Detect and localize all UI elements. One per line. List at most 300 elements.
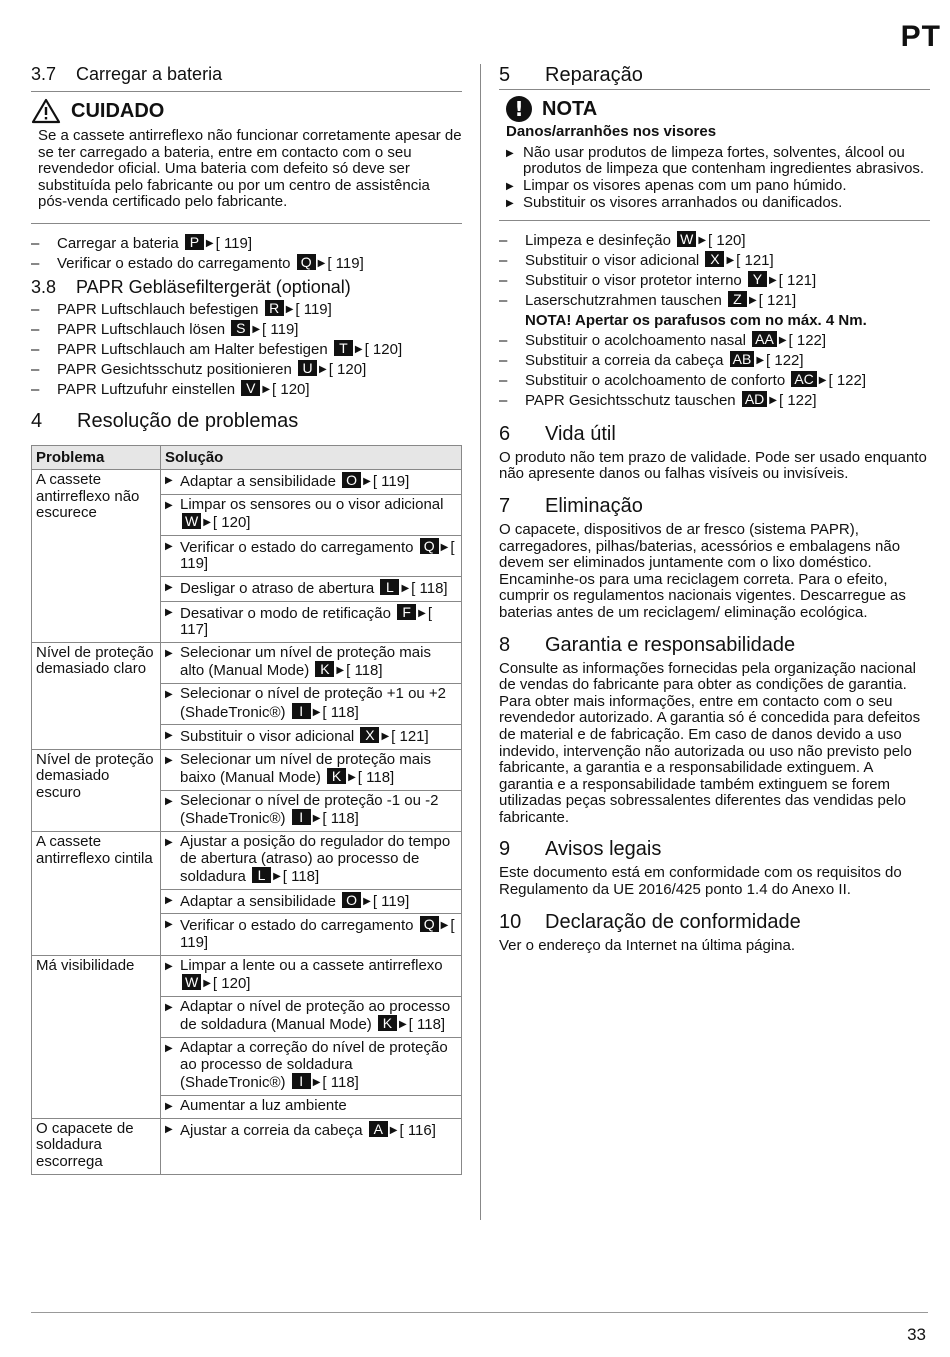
page-reference: [ 118]: [408, 1016, 446, 1034]
list-item-text: PAPR Luftzufuhr einstellen: [57, 380, 236, 398]
solution-cell: [161, 601, 462, 642]
page-number: 33: [907, 1325, 926, 1344]
solution-body: [180, 892, 409, 911]
list-item-body: [525, 391, 817, 411]
figure-reference-badge: AA: [752, 331, 777, 347]
note-item-text: Limpar os visores apenas com um pano húmido.: [523, 176, 847, 194]
page-reference: [ 118]: [346, 662, 383, 680]
list-item-text: PAPR Luftschlauch lösen: [57, 320, 226, 338]
problem-cell: A cassete antirreflexo cintila: [32, 832, 161, 956]
list-item-text: PAPR Gesichtsschutz positionieren: [57, 360, 292, 378]
figure-reference-badge: X: [705, 251, 724, 267]
triangle-bullet-icon: ▶: [506, 197, 514, 209]
page-reference: [ 118]: [322, 1074, 359, 1092]
figure-reference-badge: L: [252, 867, 271, 883]
triangle-bullet-icon: ▶: [165, 837, 173, 849]
language-code: PT: [900, 20, 941, 53]
figure-reference-badge: Q: [297, 254, 316, 270]
solution-cell: [161, 642, 462, 683]
section-number: 9: [499, 838, 511, 861]
page-reference: [ 120]: [212, 514, 251, 532]
list-item-text: Limpeza e desinfeção: [525, 231, 671, 249]
page-reference: [ 118]: [322, 810, 359, 828]
list-item: [31, 320, 462, 340]
figure-reference-badge: W: [677, 231, 696, 247]
dash-bullet: –: [31, 254, 40, 272]
triangle-bullet-icon: ▶: [165, 688, 173, 700]
warning-triangle-icon: [31, 98, 61, 124]
arrow-right-icon: ▶: [769, 394, 777, 406]
solution-item: [165, 958, 457, 993]
figure-reference-badge: AC: [791, 371, 816, 387]
arrow-right-icon: ▶: [317, 257, 326, 269]
page-reference: [ 118]: [411, 579, 448, 597]
list-item-body: [57, 300, 332, 320]
table-row: [32, 832, 462, 890]
solution-text: Limpar os sensores ou o visor adicional: [180, 495, 444, 513]
figure-reference-badge: I: [292, 809, 311, 825]
solution-text: Verificar o estado do carregamento: [180, 917, 414, 935]
figure-reference-badge: I: [292, 1073, 311, 1089]
section-heading-3-8: [31, 277, 462, 298]
solution-item: [165, 1121, 457, 1140]
dash-bullet: –: [499, 391, 508, 409]
page-reference: [ 118]: [322, 703, 359, 721]
triangle-bullet-icon: ▶: [165, 1100, 173, 1112]
solution-cell: [161, 1038, 462, 1096]
solution-text: Adaptar o nível de proteção ao processo de soldadura (Manual Mode): [180, 997, 451, 1034]
arrow-right-icon: ▶: [203, 978, 211, 990]
figure-reference-badge: AB: [730, 351, 755, 367]
table-row: [32, 469, 462, 494]
triangle-bullet-icon: ▶: [506, 180, 514, 192]
solution-cell: [161, 832, 462, 890]
triangle-bullet-icon: ▶: [165, 540, 173, 552]
triangle-bullet-icon: ▶: [165, 606, 173, 618]
solution-cell: [161, 914, 462, 955]
arrow-right-icon: ▶: [273, 871, 281, 883]
dash-bullet: –: [499, 251, 508, 269]
section-number: 10: [499, 910, 522, 933]
dash-bullet: –: [31, 320, 40, 338]
page-reference: [ 122]: [788, 331, 827, 349]
page-reference: [ 117]: [180, 604, 432, 639]
solution-body: [180, 472, 409, 491]
section-heading-5: [499, 64, 930, 87]
list-item-text: Verificar o estado do carregamento: [57, 254, 291, 272]
solution-text: Ajustar a correia da cabeça: [180, 1121, 363, 1139]
figure-reference-badge: A: [369, 1121, 388, 1137]
list-item-body: [57, 340, 402, 360]
figure-reference-badge: W: [182, 513, 201, 529]
triangle-bullet-icon: ▶: [506, 147, 514, 159]
solution-body: [180, 645, 457, 680]
section-number: 7: [499, 494, 511, 517]
list-item-body: [57, 234, 252, 254]
dash-bullet: –: [31, 380, 40, 398]
solution-body: [180, 727, 429, 746]
page-reference: [ 121]: [736, 251, 774, 269]
page-reference: [ 119]: [215, 234, 253, 252]
section-7-text: O capacete, dispositivos de ar fresco (sistema PAPR), carregadores, pilhas/baterias, acessórios e embalagens não devem ser eliminados juntamente com o lixo doméstico. Encaminhe-os para uma reciclagem correta. Para o efeito, cumprir os regulamentos nacionais vigentes. Descarregue as baterias antes de um reciclagem/ eliminação ecológica.: [499, 520, 906, 621]
section-heading-3-7: [31, 64, 462, 92]
solution-body: [180, 497, 457, 532]
arrow-right-icon: ▶: [401, 582, 410, 594]
section-title: Resolução de problemas: [77, 409, 299, 432]
right-column: [499, 64, 930, 954]
list-item: [31, 234, 462, 254]
page-reference: [ 116]: [399, 1121, 436, 1139]
arrow-right-icon: ▶: [440, 541, 449, 553]
page-reference: [ 119]: [372, 892, 410, 910]
list-item-text: Substituir o visor protetor interno: [525, 271, 742, 289]
note-list: [506, 145, 930, 212]
section-number: 5: [499, 64, 511, 86]
section-number: 3.8: [31, 276, 57, 297]
list-item-body: [525, 371, 866, 391]
solution-cell: [161, 1095, 462, 1118]
dash-bullet: –: [499, 371, 508, 389]
dash-bullet: –: [31, 340, 40, 358]
problem-cell: Nível de proteção demasiado escuro: [32, 749, 161, 831]
arrow-right-icon: ▶: [440, 920, 449, 932]
note-item: [506, 145, 930, 178]
solution-cell: [161, 996, 462, 1037]
list-item-text: Substituir a correia da cabeça: [525, 351, 724, 369]
figure-reference-badge: AD: [742, 391, 767, 407]
page-reference: [ 119]: [372, 472, 410, 490]
arrow-right-icon: ▶: [262, 383, 271, 395]
note-item-text: Substituir os visores arranhados ou danificados.: [523, 193, 843, 211]
solution-cell: [161, 576, 462, 601]
figure-reference-badge: P: [185, 234, 204, 250]
note-item: [506, 195, 930, 212]
arrow-right-icon: ▶: [778, 334, 787, 346]
page-reference: [ 118]: [357, 769, 395, 787]
solution-cell: [161, 1118, 462, 1174]
solution-text: Adaptar a sensibilidade: [180, 472, 336, 490]
solution-cell: [161, 494, 462, 535]
arrow-right-icon: ▶: [389, 1124, 398, 1136]
arrow-right-icon: ▶: [319, 363, 327, 375]
solution-item: [165, 645, 457, 680]
table-row: [32, 1118, 462, 1174]
figure-reference-badge: W: [182, 974, 201, 990]
triangle-bullet-icon: ▶: [165, 795, 173, 807]
arrow-right-icon: ▶: [818, 374, 827, 386]
list-item-body: [57, 380, 310, 400]
solution-text: Verificar o estado do carregamento: [180, 538, 414, 556]
solution-body: [180, 958, 457, 993]
section-heading-4: [31, 410, 462, 433]
section-number: 6: [499, 422, 511, 445]
arrow-right-icon: ▶: [252, 323, 261, 335]
problem-cell: Má visibilidade: [32, 955, 161, 1118]
solution-item: [165, 604, 457, 639]
solution-body: [180, 1040, 457, 1092]
solution-text: Substituir o visor adicional: [180, 728, 355, 746]
arrow-right-icon: ▶: [756, 354, 765, 366]
list-item: [499, 231, 930, 251]
arrow-right-icon: ▶: [363, 475, 371, 487]
solution-body: [180, 834, 457, 886]
solution-body: [180, 686, 457, 721]
page-reference: [ 121]: [778, 271, 817, 289]
note-subtitle: Danos/arranhões nos visores: [506, 123, 717, 140]
arrow-right-icon: ▶: [205, 237, 214, 249]
solution-text: Selecionar um nível de proteção mais alto (Manual Mode): [180, 643, 431, 680]
figure-reference-badge: L: [380, 579, 399, 595]
solution-text: Selecionar o nível de proteção -1 ou -2 (ShadeTronic®): [180, 791, 439, 828]
figure-reference-badge: U: [298, 360, 317, 376]
figure-reference-badge: Y: [748, 271, 767, 287]
page-reference: [ 121]: [391, 728, 429, 746]
arrow-right-icon: ▶: [748, 294, 757, 306]
caution-text: Se a cassete antirreflexo não funcionar corretamente apesar de se ter carregado a bateria, entre em contacto com o seu revendedor oficial. Uma bateria com defeito só deve ser substituída pelo fabricante ou por um centro de assistência pós-venda certificado pelo fabricante.: [38, 127, 462, 211]
arrow-right-icon: ▶: [398, 1019, 407, 1031]
caution-header: [31, 98, 462, 124]
caution-title: CUIDADO: [71, 99, 165, 122]
page-reference: [ 118]: [282, 868, 320, 886]
figure-reference-badge: Z: [728, 291, 747, 307]
problem-cell: A cassete antirreflexo não escurece: [32, 469, 161, 642]
problem-cell: Nível de proteção demasiado claro: [32, 642, 161, 749]
dash-bullet: –: [31, 360, 40, 378]
arrow-right-icon: ▶: [381, 731, 390, 743]
solution-item: [165, 538, 457, 573]
list-item: [499, 351, 930, 371]
arrow-right-icon: ▶: [336, 665, 345, 677]
table-header-row: [32, 445, 462, 469]
exclamation-icon: !: [506, 96, 532, 122]
triangle-bullet-icon: ▶: [165, 730, 173, 742]
page-reference: [ 122]: [828, 371, 867, 389]
solution-text: Desativar o modo de retificação: [180, 604, 391, 622]
column-header-solution: Solução: [161, 445, 462, 469]
figure-reference-badge: Q: [420, 538, 439, 554]
list-item-text: PAPR Luftschlauch am Halter befestigen: [57, 340, 328, 358]
page-reference: [ 122]: [766, 351, 804, 369]
solution-text: Desligar o atraso de abertura: [180, 579, 375, 597]
triangle-bullet-icon: ▶: [165, 647, 173, 659]
list-item-body: [57, 320, 298, 340]
table-row: [32, 955, 462, 996]
solution-item: [165, 472, 457, 491]
list-item: [31, 360, 462, 380]
section-title: Eliminação: [545, 494, 643, 517]
triangle-bullet-icon: ▶: [165, 894, 173, 906]
section-title: Avisos legais: [545, 838, 662, 861]
figure-reference-badge: T: [334, 340, 353, 356]
section-heading-7: [499, 495, 930, 518]
triangle-bullet-icon: ▶: [165, 581, 173, 593]
arrow-right-icon: ▶: [348, 772, 356, 784]
table-row: [32, 642, 462, 683]
table-row: [32, 749, 462, 790]
repair-steps-list: [499, 231, 930, 411]
figure-reference-badge: I: [292, 703, 311, 719]
list-item-body: [525, 291, 867, 331]
triangle-bullet-icon: ▶: [165, 960, 173, 972]
figure-reference-badge: O: [342, 892, 361, 908]
arrow-right-icon: ▶: [726, 254, 735, 266]
list-item: [31, 300, 462, 320]
charging-steps-list: [31, 234, 462, 274]
solution-body: [180, 579, 448, 598]
page-reference: [ 119]: [295, 300, 332, 318]
section-title: Reparação: [545, 64, 643, 86]
solution-text: Selecionar um nível de proteção mais baixo (Manual Mode): [180, 750, 431, 787]
solution-item: [165, 916, 457, 951]
figure-reference-badge: F: [397, 604, 416, 620]
section-10-text: Ver o endereço da Internet na última página.: [499, 936, 796, 954]
solution-text: Ajustar a posição do regulador do tempo de abertura (atraso) ao processo de soldadura: [180, 833, 451, 886]
solution-body: [180, 1121, 436, 1140]
arrow-right-icon: ▶: [312, 706, 321, 718]
solution-text: Adaptar a sensibilidade: [180, 892, 336, 910]
section-6-text: O produto não tem prazo de validade. Pode ser usado enquanto não apresente danos ou falhas visíveis ou invisíveis.: [499, 448, 927, 483]
solution-body: [180, 793, 457, 828]
page-reference: [ 120]: [212, 975, 251, 993]
troubleshooting-table: [31, 445, 462, 1175]
note-title: NOTA: [542, 97, 598, 120]
list-item-body: [57, 254, 364, 274]
list-item-body: [525, 351, 804, 371]
caution-box: [31, 98, 462, 224]
solution-item: [165, 834, 457, 886]
list-item: [31, 254, 462, 274]
list-item-body: [525, 251, 774, 271]
solution-cell: [161, 469, 462, 494]
figure-reference-badge: X: [360, 727, 379, 743]
section-number: 4: [31, 409, 43, 432]
list-item-text: PAPR Gesichtsschutz tauschen: [525, 391, 736, 409]
solution-body: [180, 999, 457, 1034]
arrow-right-icon: ▶: [285, 303, 294, 315]
list-item-text: PAPR Luftschlauch befestigen: [57, 300, 259, 318]
list-item-note: NOTA! Apertar os parafusos com no máx. 4 Nm.: [525, 311, 867, 329]
section-number: 3.7: [31, 64, 57, 84]
section-heading-6: [499, 423, 930, 446]
triangle-bullet-icon: ▶: [165, 754, 173, 766]
solution-cell: [161, 889, 462, 914]
list-item-body: [525, 271, 816, 291]
triangle-bullet-icon: ▶: [165, 919, 173, 931]
list-item-text: Substituir o visor adicional: [525, 251, 700, 269]
section-title: PAPR Gebläsefiltergerät (optional): [76, 276, 351, 297]
solution-body: [180, 916, 457, 951]
section-title: Vida útil: [545, 422, 616, 445]
dash-bullet: –: [499, 291, 508, 309]
note-item-text: Não usar produtos de limpeza fortes, solventes, álcool ou produtos de limpeza que contenham ingredientes abrasivos.: [523, 143, 925, 178]
list-item: [499, 371, 930, 391]
list-item-text: Substituir o acolchoamento de conforto: [525, 371, 786, 389]
solution-cell: [161, 683, 462, 724]
list-item: [499, 271, 930, 291]
list-item-text: Laserschutzrahmen tauschen: [525, 291, 722, 309]
solution-cell: [161, 725, 462, 750]
dash-bullet: –: [31, 234, 40, 252]
list-item: [31, 340, 462, 360]
arrow-right-icon: ▶: [363, 895, 371, 907]
arrow-right-icon: ▶: [203, 517, 211, 529]
solution-item: [165, 999, 457, 1034]
figure-reference-badge: V: [241, 380, 260, 396]
arrow-right-icon: ▶: [312, 1077, 321, 1089]
solution-text: Limpar a lente ou a cassete antirreflexo: [180, 956, 443, 974]
section-number: 8: [499, 633, 511, 656]
list-item: [31, 380, 462, 400]
dash-bullet: –: [499, 331, 508, 349]
page-reference: [ 119]: [262, 320, 299, 338]
list-item: [499, 291, 930, 331]
dash-bullet: –: [499, 231, 508, 249]
solution-item: [165, 793, 457, 828]
column-divider: [480, 64, 481, 1220]
triangle-bullet-icon: ▶: [165, 499, 173, 511]
arrow-right-icon: ▶: [698, 234, 707, 246]
note-header: [506, 96, 930, 122]
section-title: Declaração de conformidade: [545, 910, 801, 933]
arrow-right-icon: ▶: [354, 343, 363, 355]
triangle-bullet-icon: ▶: [165, 1123, 173, 1135]
figure-reference-badge: K: [327, 768, 346, 784]
list-item-body: [525, 331, 826, 351]
note-item: [506, 178, 930, 195]
solution-item: [165, 686, 457, 721]
page-reference: [ 120]: [708, 231, 746, 249]
page-reference: [ 122]: [778, 391, 817, 409]
solution-body: [180, 604, 457, 639]
solution-item: [165, 892, 457, 911]
list-item: [499, 251, 930, 271]
solution-item: [165, 579, 457, 598]
figure-reference-badge: S: [231, 320, 250, 336]
solution-item: [165, 1098, 457, 1115]
section-heading-10: [499, 911, 930, 934]
list-item-text: Substituir o acolchoamento nasal: [525, 331, 746, 349]
solution-item: [165, 1040, 457, 1092]
list-item: [499, 391, 930, 411]
figure-reference-badge: K: [315, 661, 334, 677]
solution-text: Adaptar a correção do nível de proteção ao processo de soldadura (ShadeTronic®): [180, 1039, 448, 1092]
footer-rule: [31, 1312, 928, 1313]
triangle-bullet-icon: ▶: [165, 1001, 173, 1013]
left-column: [31, 64, 462, 1175]
figure-reference-badge: R: [265, 300, 284, 316]
page-reference: [ 119]: [327, 254, 364, 272]
page-reference: [ 120]: [328, 360, 367, 378]
note-box: [499, 89, 930, 221]
solution-item: [165, 727, 457, 746]
problem-cell: O capacete de soldadura escorrega: [32, 1118, 161, 1174]
page-reference: [ 120]: [272, 380, 310, 398]
page-reference: [ 119]: [180, 917, 455, 952]
section-title: Garantia e responsabilidade: [545, 633, 796, 656]
solution-cell: [161, 749, 462, 790]
section-8-text: Consulte as informações fornecidas pela organização nacional de vendas do fabricante para obter as condições de garantia. Para obter mais informações, entre em contacto com o seu revendedor autorizado. A garantia só é concedida para defeitos de material e de fabricação. Em caso de danos devido a uso indevido, intervenção não autorizada ou uso não previsto pelo fabricante, a garantia e a responsabilidade extinguem. A garantia e a responsabilidade também extinguem se forem utilizadas peças sobressalentes diferentes das vendidas pelo fabricante.: [499, 659, 921, 826]
dash-bullet: –: [499, 271, 508, 289]
list-item-body: [57, 360, 366, 380]
solution-cell: [161, 955, 462, 996]
arrow-right-icon: ▶: [768, 274, 777, 286]
figure-reference-badge: K: [378, 1015, 397, 1031]
section-title: Carregar a bateria: [76, 64, 223, 84]
figure-reference-badge: Q: [420, 916, 439, 932]
column-header-problem: Problema: [32, 445, 161, 469]
section-heading-8: [499, 634, 930, 657]
list-item: [499, 331, 930, 351]
